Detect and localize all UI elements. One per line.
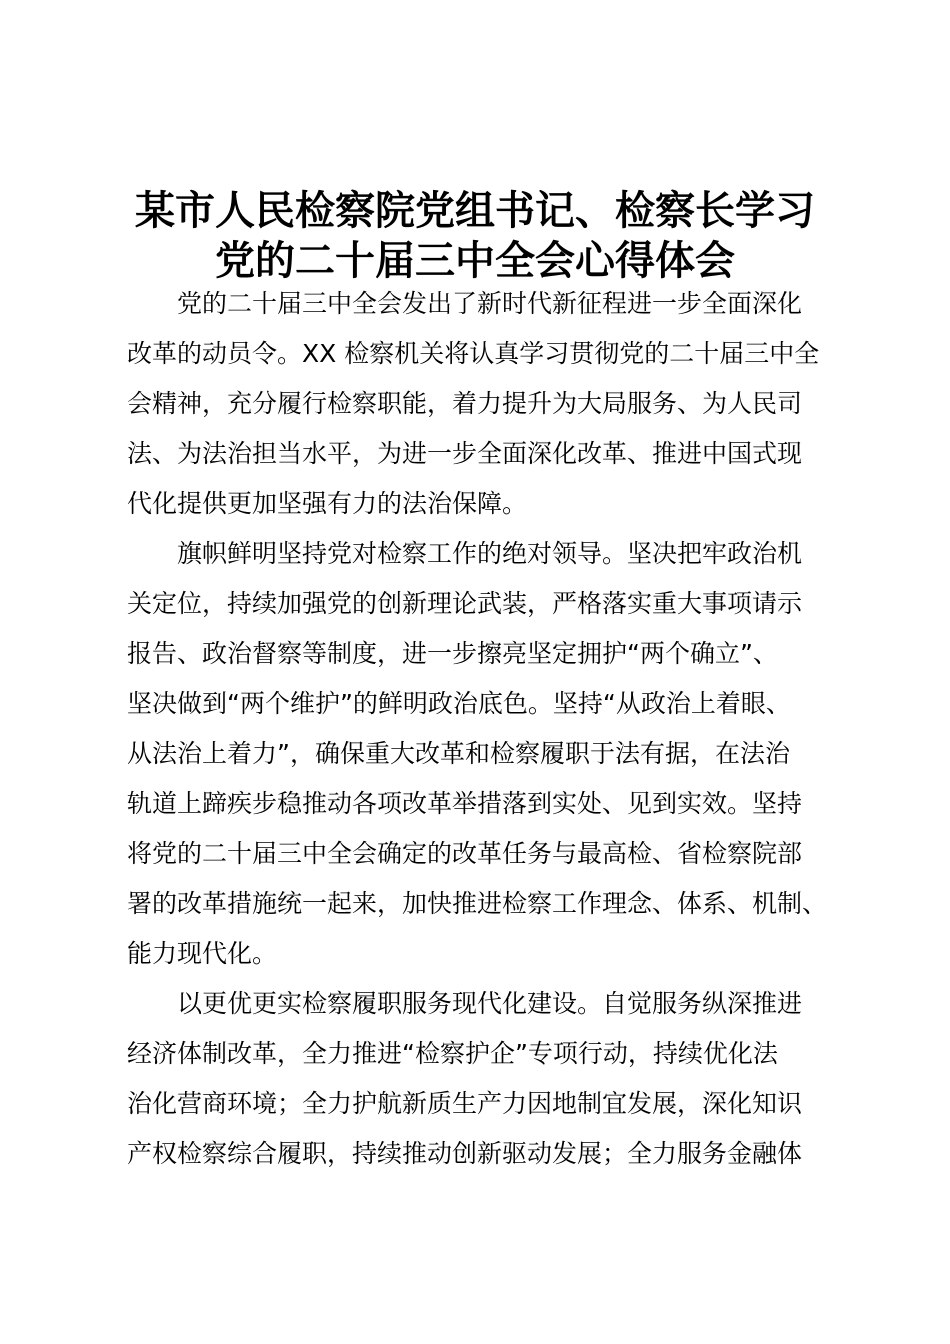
document-title-line-2: 党的二十届三中全会心得体会 xyxy=(215,238,735,284)
paragraph-line: 报告、政治督察等制度，进一步擦亮坚定拥护“两个确立”、 xyxy=(127,639,778,668)
paragraph-line: 产权检察综合履职，持续推动创新驱动发展；全力服务金融体 xyxy=(127,1139,803,1168)
paragraph-line: 旗帜鲜明坚持党对检察工作的绝对领导。坚决把牢政治机 xyxy=(177,539,803,568)
paragraph-line: 代化提供更加坚强有力的法治保障。 xyxy=(127,489,528,518)
paragraph-line: 党的二十届三中全会发出了新时代新征程进一步全面深化 xyxy=(177,289,803,318)
paragraph-line: 从法治上着力”，确保重大改革和检察履职于法有据，在法治 xyxy=(127,739,790,768)
paragraph-line: 关定位，持续加强党的创新理论武装，严格落实重大事项请示 xyxy=(127,589,803,618)
paragraph-line: 治化营商环境；全力护航新质生产力因地制宜发展，深化知识 xyxy=(127,1089,803,1118)
paragraph-line: 坚决做到“两个维护”的鲜明政治底色。坚持“从政治上着眼、 xyxy=(127,689,791,718)
paragraph-line: 改革的动员令。XX 检察机关将认真学习贯彻党的二十届三中全 xyxy=(127,339,820,368)
paragraph-line: 法、为法治担当水平，为进一步全面深化改革、推进中国式现 xyxy=(127,439,803,468)
paragraph-line: 经济体制改革，全力推进“检察护企”专项行动，持续优化法 xyxy=(127,1039,778,1068)
document-title-line-1: 某市人民检察院党组书记、检察长学习 xyxy=(135,188,815,234)
paragraph-line: 轨道上蹄疾步稳推动各项改革举措落到实处、见到实效。坚持 xyxy=(127,789,803,818)
paragraph-line: 署的改革措施统一起来，加快推进检察工作理念、体系、机制、 xyxy=(127,889,828,918)
paragraph-line: 会精神，充分履行检察职能，着力提升为大局服务、为人民司 xyxy=(127,389,803,418)
paragraph-line: 将党的二十届三中全会确定的改革任务与最高检、省检察院部 xyxy=(127,839,803,868)
paragraph-line: 能力现代化。 xyxy=(127,939,278,968)
paragraph-line: 以更优更实检察履职服务现代化建设。自觉服务纵深推进 xyxy=(177,989,803,1018)
